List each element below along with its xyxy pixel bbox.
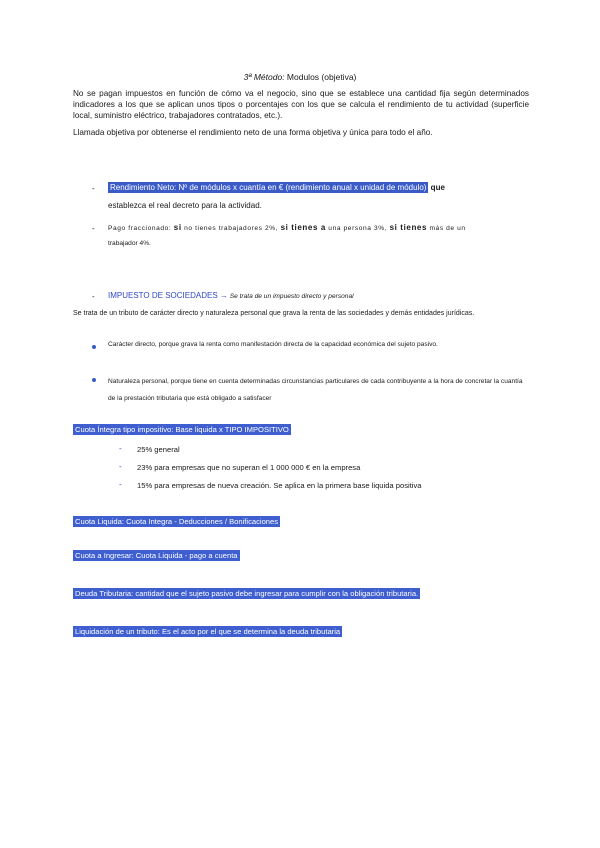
sociedades-heading (108, 291, 354, 302)
pago-prefix: Pago fraccionado: (108, 225, 174, 232)
pago-si-1: si (173, 223, 182, 232)
tipo-general: 25% general (137, 445, 180, 454)
intro-paragraph-2: Llamada objetiva por obtenerse el rendimiento neto de una forma objetiva y única para todo el año. (73, 128, 433, 137)
list-dash: - (92, 292, 95, 301)
sociedades-description: Se trata de un tributo de carácter directo y naturaleza personal que grava la renta de las sociedades y demás entidades jurídicas. (73, 310, 475, 317)
pago-text-2: una persona 3%, (325, 225, 390, 232)
bullet-dot (92, 378, 96, 382)
title-method: 3ª Método: (243, 72, 285, 82)
intro-paragraph-1: No se pagan impuestos en función de cómo va el negocio, sino que se establece una cantidad fija según determinados indicadores a los que se aplican unos tipos o porcentajes con los que se calcula el rendimiento de tu actividad (superficie local, suministro eléctrico, trabajadores contratados, etc.). (73, 89, 529, 120)
pago-si-3: si tienes (389, 223, 428, 232)
cuota-ingresar-band: Cuota a Ingresar: Cuota Liquida - pago a cuenta (75, 551, 238, 560)
list-dash: - (119, 444, 122, 453)
naturaleza-personal-item: Naturaleza personal, porque tiene en cuenta determinadas circunstancias particulares de cada contribuyente a la hora de concretar la cuantía de la prestación tributaria que está obligado a satisfacer (108, 378, 523, 402)
list-dash: - (119, 462, 122, 471)
deuda-tributaria-band: Deuda Tributaria: cantidad que el sujeto pasivo debe ingresar para cumplir con la obligación tributaria. (75, 589, 419, 598)
tipo-nueva-creacion: 15% para empresas de nueva creación. Se aplica en la primera base liquida positiva (137, 481, 422, 490)
cuota-liquida-band: Cuota Liquida: Cuota Integra - Deducciones / Bonificaciones (75, 517, 279, 526)
list-dash: - (92, 184, 95, 193)
rendimiento-neto-item (108, 183, 445, 192)
rendimiento-neto-tail: que (428, 183, 445, 192)
title-rest: Modulos (objetiva) (284, 72, 357, 82)
sociedades-heading-italic: Se trata de un impuesto directo y personal (227, 293, 354, 300)
bullet-dot (92, 345, 96, 349)
list-dash: - (119, 480, 122, 489)
pago-fraccionado-line2: trabajador 4%. (108, 240, 151, 247)
liquidacion-band: Liquidación de un tributo: Es el acto por el que se determina la deuda tributaria (75, 627, 341, 636)
rendimiento-neto-line2: establezca el real decreto para la actividad. (108, 201, 262, 210)
list-dash: - (92, 224, 95, 233)
pago-si-2: si tienes a (280, 223, 326, 232)
cuota-integra-band: Cuota Íntegra tipo impositivo: Base liquida x TIPO IMPOSITIVO (75, 425, 289, 434)
caracter-directo-item: Carácter directo, porque grava la renta como manifestación directa de la capacidad económica del sujeto pasivo. (108, 341, 438, 348)
intro-text (73, 88, 529, 144)
tipo-reducido: 23% para empresas que no superan el 1 000 000 € en la empresa (137, 463, 361, 472)
pago-fraccionado-item (108, 223, 466, 234)
page-title (0, 72, 600, 82)
rendimiento-neto-highlight: Rendimiento Neto: Nº de módulos x cuantía en € (rendimiento anual x unidad de módulo) (110, 183, 427, 192)
pago-text-3: más de un (427, 225, 466, 232)
sociedades-heading-label: IMPUESTO DE SOCIEDADES → (108, 291, 228, 300)
pago-text-1: no tienes trabajadores 2%, (181, 225, 281, 232)
